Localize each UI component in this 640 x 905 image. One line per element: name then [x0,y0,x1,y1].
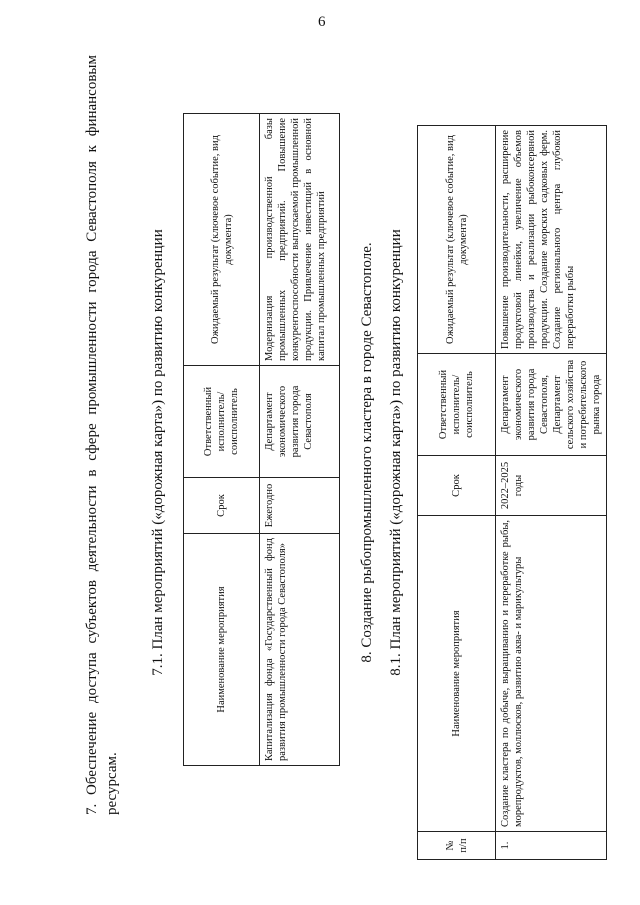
table-header-row [184,114,260,766]
table-row [496,126,607,860]
header-result: Ожидаемый результат (ключевое событие, вид документа) [184,114,260,366]
cell-result: Модернизация производственной базы промышленных предприятий. Повышение конкурентоспособности выпускаемой промышленной продукции. Привлечение инвестиций в основной капитал промышленных предприятий [260,114,340,366]
section-7-heading: 7. Обеспечение доступа субъектов деятельности в сфере промышленности города Севастополя к финансовым ресурсам. [84,55,120,815]
header-name: Наименование мероприятия [184,534,260,766]
cell-num: 1. [496,832,607,860]
cell-responsible: Департамент экономического развития города Севастополя [260,366,340,478]
cell-responsible: Департамент экономического развития города Севастополя, Департамент сельского хозяйства и потребительского рынка города [496,354,607,456]
cell-result: Повышение производительности, расширение продуктовой линейки, увеличение объемов производства и реализации рыбоконсервной продукции. Создание морских садковых ферм. Создание регионального центра глубокой переработки рыбы [496,126,607,354]
plan-8-1-heading: 8.1. План мероприятий («дорожная карта») по развитию конкуренции [388,229,404,676]
header-responsible: Ответственный исполнитель/ соисполнитель [418,354,496,456]
plan-7-1-table [183,113,340,766]
table-row [260,114,340,766]
plan-8-1-table [417,125,607,860]
header-responsible: Ответственный исполнитель/ соисполнитель [184,366,260,478]
header-term: Срок [418,456,496,516]
plan-7-1-heading: 7.1. План мероприятий («дорожная карта») по развитию конкуренции [150,229,166,676]
header-num: № п/п [418,832,496,860]
header-term: Срок [184,478,260,534]
page-number: 6 [318,14,326,30]
cell-name: Капитализация фонда «Государственный фонд развития промышленности города Севастополя» [260,534,340,766]
cell-term: 2022–2025 годы [496,456,607,516]
cell-term: Ежегодно [260,478,340,534]
cell-name: Создание кластера по добыче, выращиванию и переработке рыбы, морепродуктов, моллюсков, развитию аква- и марикультуры [496,516,607,832]
header-result: Ожидаемый результат (ключевое событие, вид документа) [418,126,496,354]
section-8-heading: 8. Создание рыбопромышленного кластера в городе Севастополе. [359,242,375,663]
header-name: Наименование мероприятия [418,516,496,832]
table-header-row [418,126,496,860]
